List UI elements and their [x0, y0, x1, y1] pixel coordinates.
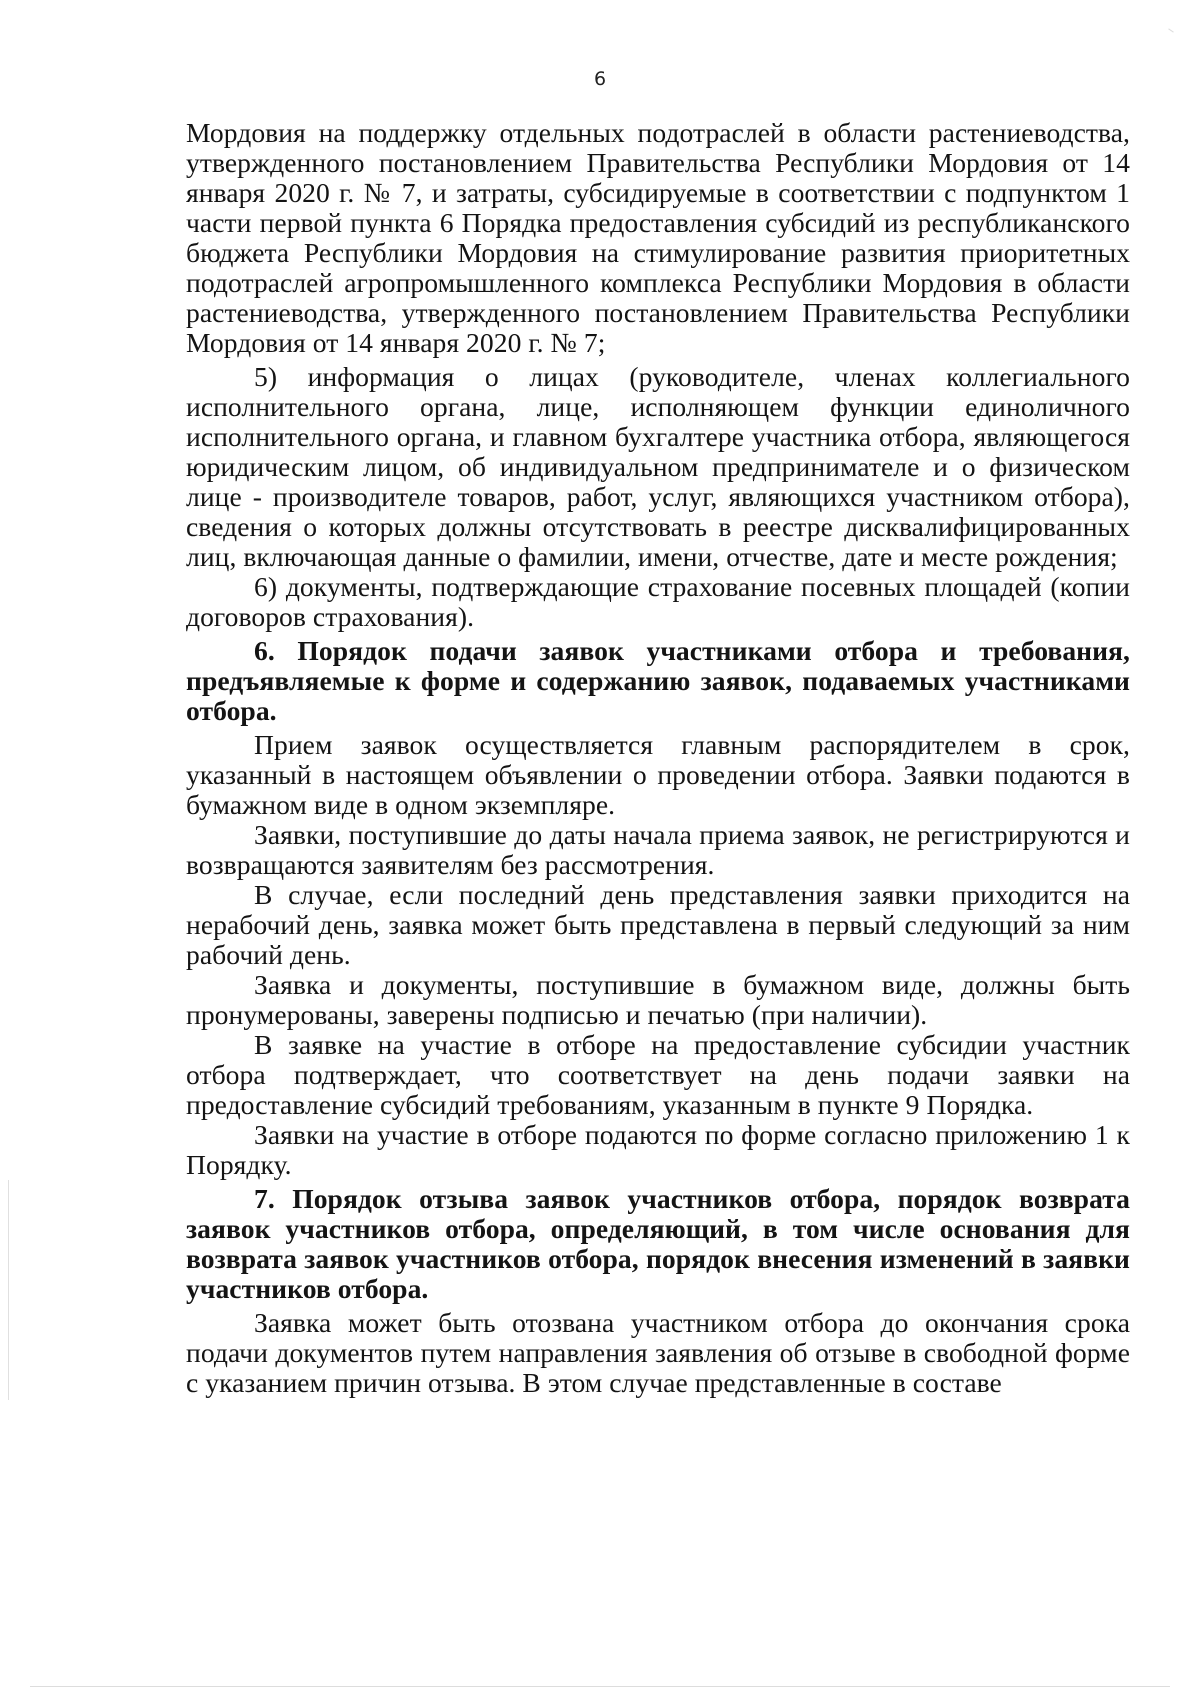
section-6-paragraph: В случае, если последний день представления заявки приходится на нерабочий день, заявка может быть представлена в первый следующий за ним рабочий день.: [186, 879, 1130, 970]
scan-edge-mark: [8, 1180, 9, 1400]
page-number: 6: [593, 68, 607, 90]
section-6-paragraph: Заявки, поступившие до даты начала приема заявок, не регистрируются и возвращаются заявителям без рассмотрения.: [186, 819, 1130, 880]
section-6-heading: 6. Порядок подачи заявок участниками отбора и требования, предъявляемые к форме и содержанию заявок, подаваемых участниками отбора.: [186, 635, 1130, 726]
section-6-paragraph: Прием заявок осуществляется главным распорядителем в срок, указанный в настоящем объявлении о проведении отбора. Заявки подаются в бумажном виде в одном экземпляре.: [186, 729, 1130, 820]
document-body: [186, 118, 1130, 1398]
section-7-paragraph: Заявка может быть отозвана участником отбора до окончания срока подачи документов путем направления заявления об отзыве в свободной форме с указанием причин отзыва. В этом случае представленные в составе: [186, 1307, 1130, 1398]
section-6-paragraph: В заявке на участие в отборе на предоставление субсидии участник отбора подтверждает, что соответствует на день подачи заявки на предоставление субсидий требованиям, указанным в пункте 9 Порядка.: [186, 1029, 1130, 1120]
scan-bottom-line: [30, 1686, 1170, 1687]
paragraph-item-6: 6) документы, подтверждающие страхование посевных площадей (копии договоров страхования).: [186, 571, 1130, 632]
section-6-paragraph: Заявки на участие в отборе подаются по форме согласно приложению 1 к Порядку.: [186, 1119, 1130, 1180]
scan-corner-mark: [1168, 28, 1173, 32]
paragraph-item-5: 5) информация о лицах (руководителе, членах коллегиального исполнительного органа, лице, исполняющем функции единоличного исполнительного органа, и главном бухгалтере участника отбора, являющегося юридическим лицом, об индивидуальном предпринимателе и о физическом лице - производителе товаров, работ, услуг, являющихся участником отбора), сведения о которых должны отсутствовать в реестре дисквалифицированных лиц, включающая данные о фамилии, имени, отчестве, дате и месте рождения;: [186, 361, 1130, 572]
paragraph-continuation: Мордовия на поддержку отдельных подотраслей в области растениеводства, утвержденного постановлением Правительства Республики Мордовия от 14 января 2020 г. № 7, и затраты, субсидируемые в соответствии с подпунктом 1 части первой пункта 6 Порядка предоставления субсидий из республиканского бюджета Республики Мордовия на стимулирование развития приоритетных подотраслей агропромышленного комплекса Республики Мордовия в области растениеводства, утвержденного постановлением Правительства Республики Мордовия от 14 января 2020 г. № 7;: [186, 117, 1130, 358]
section-6-paragraph: Заявка и документы, поступившие в бумажном виде, должны быть пронумерованы, заверены подписью и печатью (при наличии).: [186, 969, 1130, 1030]
section-7-heading: 7. Порядок отзыва заявок участников отбора, порядок возврата заявок участников отбора, определяющий, в том числе основания для возврата заявок участников отбора, порядок внесения изменений в заявки участников отбора.: [186, 1183, 1130, 1304]
